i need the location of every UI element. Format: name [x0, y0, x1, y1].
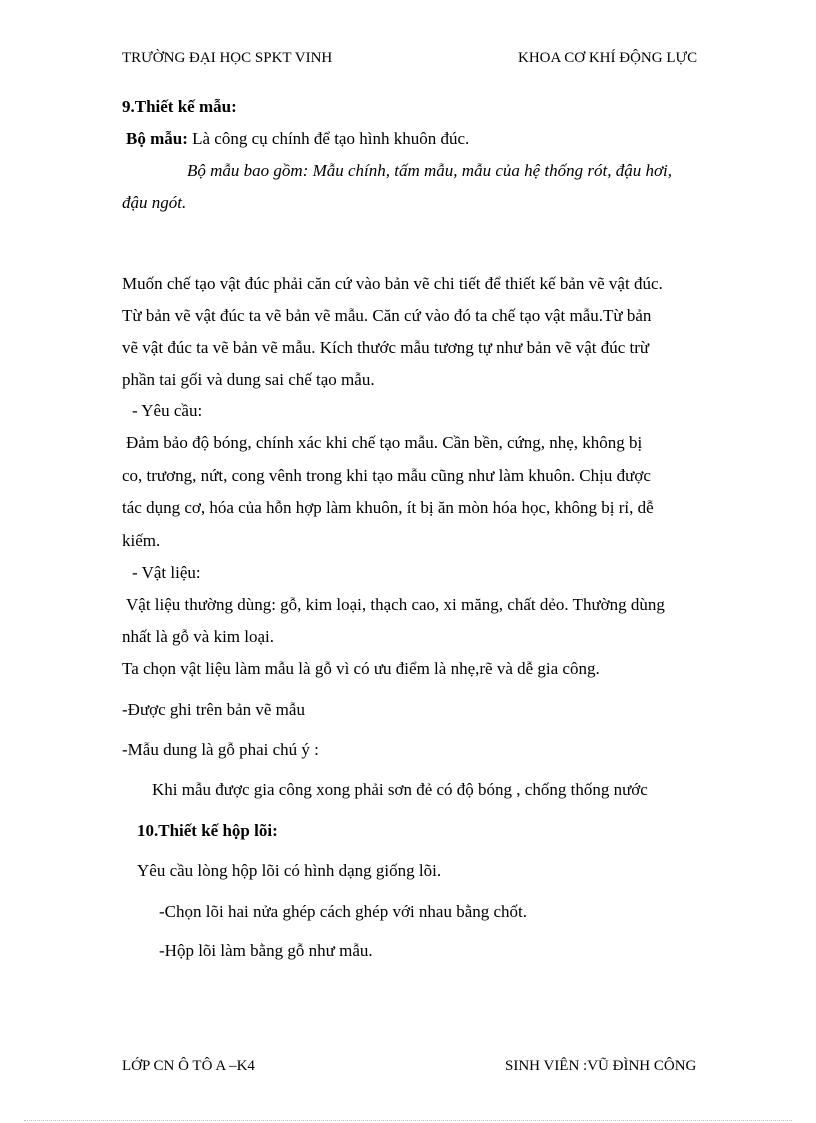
- section-10-line-2: -Chọn lõi hai nửa ghép cách ghép với nhau bằng chốt.: [159, 902, 528, 921]
- section-10-line-3: -Hộp lõi làm bằng gỗ như mẫu.: [159, 941, 373, 960]
- footer-student: SINH VIÊN :VŨ ĐÌNH CÔNG: [505, 1058, 697, 1074]
- footer-class: LỚP CN Ô TÔ A –K4: [122, 1058, 255, 1074]
- materials-note-1: -Được ghi trên bản vẽ mẫu: [122, 700, 305, 719]
- requirements-line: kiếm.: [122, 531, 161, 550]
- page-bottom-divider: [24, 1120, 792, 1121]
- definition-line: [126, 129, 469, 149]
- section-10-line-1: Yêu cầu lòng hộp lõi có hình dạng giống lõi.: [137, 861, 442, 880]
- section-9-title: 9.Thiết kế mẫu:: [122, 97, 237, 116]
- materials-note-3: Khi mẫu được gia công xong phải sơn đẻ có độ bóng , chống thống nước: [152, 780, 648, 799]
- header-school: TRƯỜNG ĐẠI HỌC SPKT VINH: [122, 50, 333, 66]
- requirements-line: co, trương, nứt, cong vênh trong khi tạo mẫu cũng như làm khuôn. Chịu được: [122, 466, 651, 485]
- materials-choice: Ta chọn vật liệu làm mẫu là gỗ vì có ưu điểm là nhẹ,rẽ và dễ gia công.: [122, 659, 600, 678]
- header-faculty: KHOA CƠ KHÍ ĐỘNG LỰC: [518, 50, 698, 66]
- italic-line-2: đậu ngót.: [122, 193, 187, 212]
- requirements-line: Đảm bảo độ bóng, chính xác khi chế tạo mẫu. Cần bền, cứng, nhẹ, không bị: [126, 433, 643, 452]
- italic-line-1: Bộ mẫu bao gồm: Mẫu chính, tấm mẫu, mẫu của hệ thống rót, đậu hơi,: [187, 161, 673, 180]
- paragraph-line: phần tai gối và dung sai chế tạo mẫu.: [122, 370, 375, 389]
- materials-line: Vật liệu thường dùng: gỗ, kim loại, thạch cao, xi măng, chất dẻo. Thường dùng: [126, 595, 665, 614]
- materials-line: nhất là gỗ và kim loại.: [122, 627, 275, 646]
- paragraph-line: vẽ vật đúc ta vẽ bản vẽ mẫu. Kích thước mẫu tương tự như bản vẽ vật đúc trừ: [122, 338, 650, 357]
- materials-heading: - Vật liệu:: [132, 563, 201, 582]
- materials-note-2: -Mẫu dung là gỗ phai chú ý :: [122, 740, 319, 759]
- requirements-heading: - Yêu cầu:: [132, 401, 203, 420]
- definition-text: Là công cụ chính để tạo hình khuôn đúc.: [187, 129, 470, 148]
- requirements-line: tác dụng cơ, hóa của hỗn hợp làm khuôn, ít bị ăn mòn hóa học, không bị rỉ, dễ: [122, 498, 654, 517]
- definition-term: Bộ mẫu:: [126, 129, 188, 148]
- paragraph-line: Muốn chế tạo vật đúc phải căn cứ vào bản vẽ chi tiết để thiết kế bản vẽ vật đúc.: [122, 274, 663, 293]
- paragraph-line: Từ bản vẽ vật đúc ta vẽ bản vẽ mẫu. Căn cứ vào đó ta chế tạo vật mẫu.Từ bản: [122, 306, 652, 325]
- section-10-title: 10.Thiết kế hộp lõi:: [137, 821, 278, 840]
